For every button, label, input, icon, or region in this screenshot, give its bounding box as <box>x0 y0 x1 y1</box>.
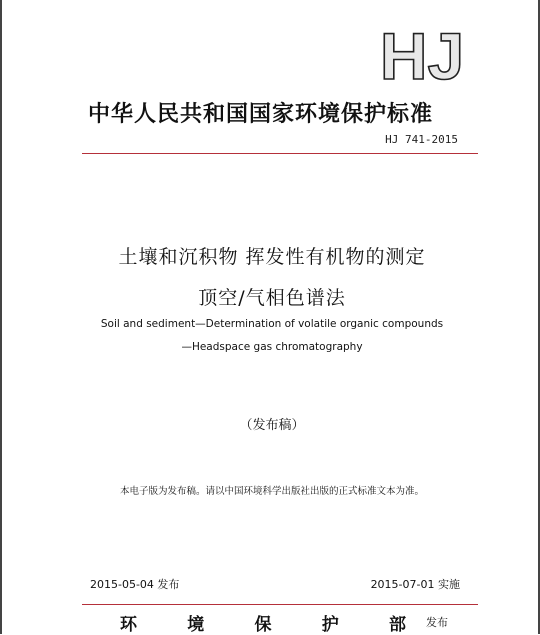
hj-logo-text: HJ <box>379 24 465 86</box>
title-en-line2: —Headspace gas chromatography <box>181 341 363 353</box>
ministry-char: 保 <box>254 615 272 635</box>
edition-note: 本电子版为发布稿。请以中国环境科学出版社出版的正式标准文本为准。 <box>119 486 424 497</box>
org-title: 中华人民共和国国家环境保护标准 <box>88 102 434 127</box>
draft-label: （发布稿） <box>239 418 305 433</box>
hj-logo <box>372 24 472 86</box>
title-en-line1: Soil and sediment—Determination of volatile organic compounds <box>100 318 444 330</box>
standard-number: HJ 741-2015 <box>385 133 458 146</box>
bottom-divider <box>82 604 478 605</box>
ministry-char: 部 <box>389 615 406 635</box>
publish-label: 发布 <box>426 616 448 629</box>
ministry-char: 环 <box>120 615 137 635</box>
implement-date: 2015-07-01 实施 <box>370 578 460 591</box>
ministry-char: 境 <box>187 615 205 635</box>
issue-date: 2015-05-04 发布 <box>90 578 180 591</box>
title-cn-line2: 顶空/气相色谱法 <box>198 287 346 309</box>
ministry-name <box>120 610 406 635</box>
title-cn-line1: 土壤和沉积物 挥发性有机物的测定 <box>118 246 426 268</box>
top-divider <box>82 153 478 154</box>
ministry-char: 护 <box>321 615 339 635</box>
